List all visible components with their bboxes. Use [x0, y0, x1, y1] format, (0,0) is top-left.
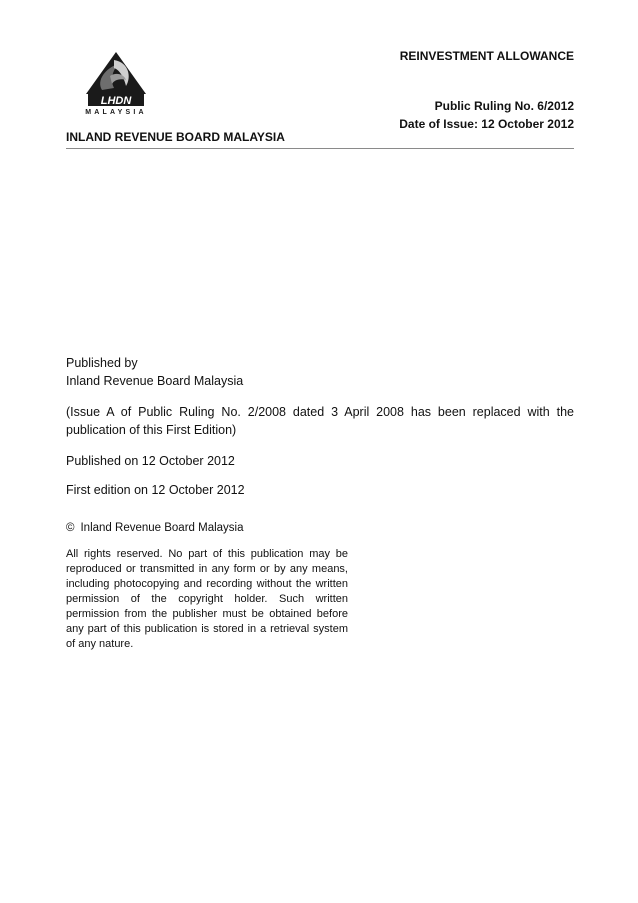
published-on-date: Published on 12 October 2012 [66, 454, 235, 468]
ruling-topic: REINVESTMENT ALLOWANCE [399, 49, 574, 63]
copyright-line [66, 522, 244, 534]
logo-text-lhdn: LHDN [100, 95, 132, 107]
lhdn-malaysia-logo [76, 50, 176, 116]
header-divider [66, 148, 574, 149]
logo-text-malaysia: MALAYSIA [85, 109, 147, 116]
lhdn-logo-icon [76, 50, 176, 116]
first-edition-date: First edition on 12 October 2012 [66, 483, 245, 497]
publisher-name: Inland Revenue Board Malaysia [66, 374, 244, 388]
ruling-number: Public Ruling No. 6/2012 [434, 99, 574, 113]
copyright-holder: Inland Revenue Board Malaysia [80, 522, 244, 534]
rights-notice: All rights reserved. No part of this publication may be reproduced or transmitted in any form or by any means, including photocopying and recording without the written permission of the copyright holder. Such written permission from the publisher must be obtained before any part of this publication is stored in a retrieval system of any nature. [66, 548, 348, 650]
replacement-note: (Issue A of Public Ruling No. 2/2008 dated 3 April 2008 has been replaced with the publication of this First Edition) [66, 405, 574, 437]
organization-name: INLAND REVENUE BOARD MALAYSIA [66, 130, 285, 144]
copyright-symbol: © [66, 522, 75, 534]
issue-date: Date of Issue: 12 October 2012 [399, 117, 574, 131]
published-by-label: Published by [66, 356, 138, 370]
